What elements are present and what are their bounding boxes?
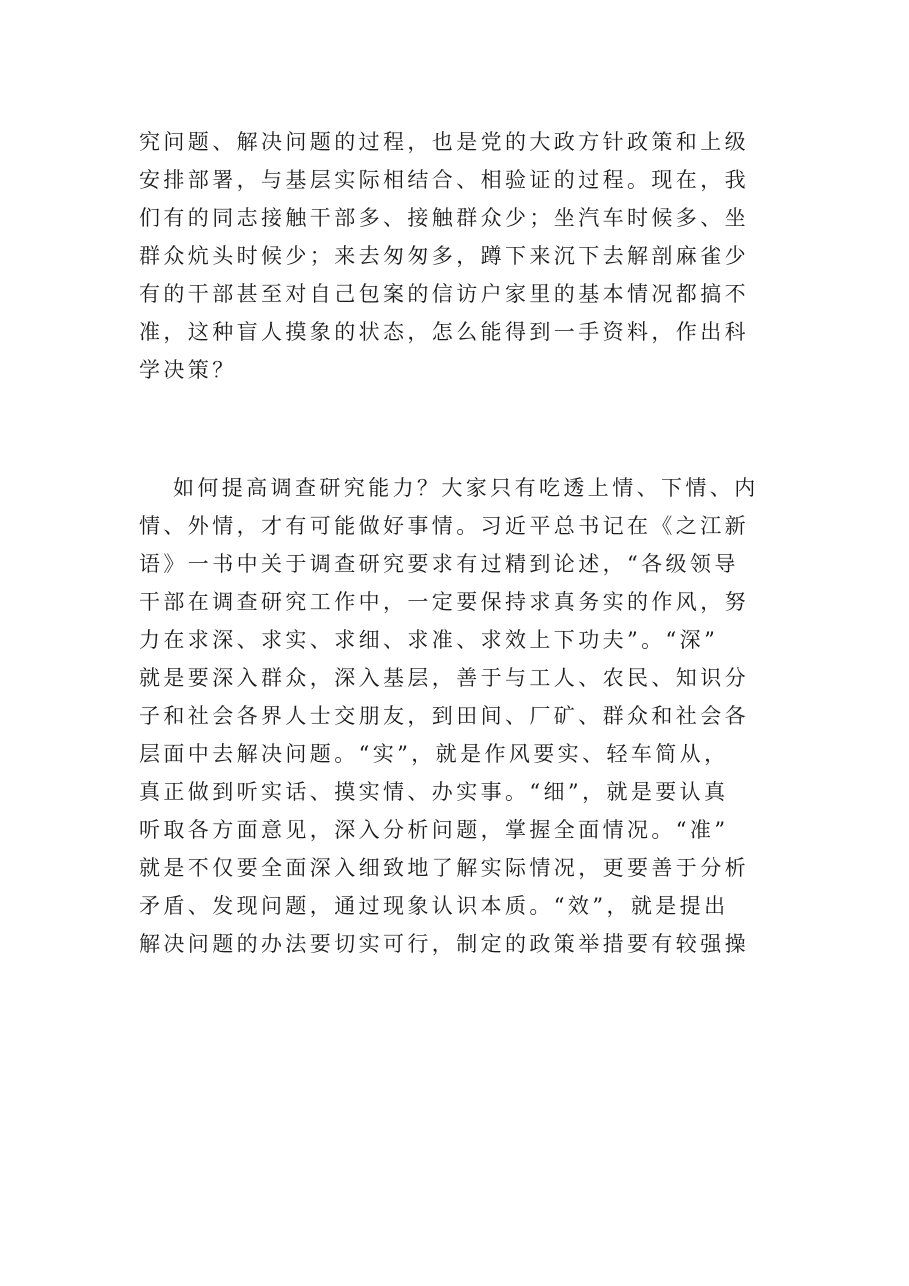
- text-line: 究问题、解决问题的过程，也是党的大政方针政策和上级: [139, 130, 749, 154]
- paragraph-1: [139, 123, 779, 389]
- text-line: 就是不仅要全面深入细致地了解实际情况，更要善于分析: [139, 856, 749, 880]
- text-line: 层面中去解决问题。“实”，就是作风要实、轻车简从，: [139, 742, 729, 766]
- text-line: 力在求深、求实、求细、求准、求效上下功夫”。“深”: [139, 628, 719, 652]
- paragraph-2: [139, 469, 779, 963]
- text-line: 听取各方面意见，深入分析问题，掌握全面情况。“准”: [139, 818, 729, 842]
- text-line: 语》一书中关于调查研究要求有过精到论述，“各级领导: [139, 552, 739, 576]
- text-line: 情、外情，才有可能做好事情。习近平总书记在《之江新: [139, 514, 749, 538]
- text-line: 真正做到听实话、摸实情、办实事。“细”，就是要认真: [139, 780, 729, 804]
- text-line: 们有的同志接触干部多、接触群众少；坐汽车时候多、坐: [139, 206, 749, 230]
- text-line: 子和社会各界人士交朋友，到田间、厂矿、群众和社会各: [139, 704, 749, 728]
- text-line: 矛盾、发现问题，通过现象认识本质。“效”，就是提出: [139, 894, 729, 918]
- text-line: 就是要深入群众，深入基层，善于与工人、农民、知识分: [139, 666, 749, 690]
- text-line: 群众炕头时候少；来去匆匆多，蹲下来沉下去解剖麻雀少: [139, 244, 749, 268]
- text-line: 解决问题的办法要切实可行，制定的政策举措要有较强操: [139, 932, 749, 956]
- text-line: 学决策？: [139, 358, 237, 382]
- text-line: 有的干部甚至对自己包案的信访户家里的基本情况都搞不: [139, 282, 749, 306]
- text-line: 安排部署，与基层实际相结合、相验证的过程。现在，我: [139, 168, 749, 192]
- text-line: 准，这种盲人摸象的状态，怎么能得到一手资料，作出科: [139, 320, 749, 344]
- text-line: 如何提高调查研究能力？大家只有吃透上情、下情、内: [173, 476, 759, 500]
- text-line: 干部在调查研究工作中，一定要保持求真务实的作风，努: [139, 590, 749, 614]
